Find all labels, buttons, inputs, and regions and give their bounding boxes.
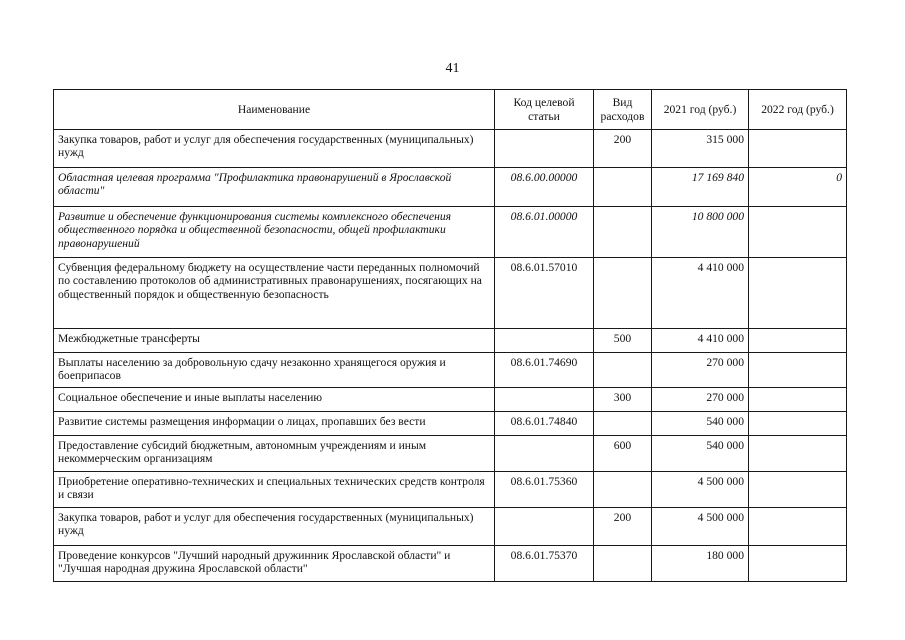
cell-amount-2021: 17 169 840 bbox=[652, 168, 749, 207]
cell-amount-2022 bbox=[749, 130, 847, 168]
cell-name: Субвенция федеральному бюджету на осуществление части переданных полномочий по составлению протоколов об административных правонарушениях, посягающих на общественный порядок и общественную безопасность bbox=[54, 258, 495, 329]
cell-amount-2021: 270 000 bbox=[652, 353, 749, 388]
cell-expense-type: 600 bbox=[594, 436, 652, 472]
cell-amount-2021: 4 410 000 bbox=[652, 258, 749, 329]
cell-amount-2021: 315 000 bbox=[652, 130, 749, 168]
table-row bbox=[54, 472, 847, 508]
cell-amount-2021: 540 000 bbox=[652, 436, 749, 472]
table-header-row bbox=[54, 90, 847, 130]
cell-expense-type: 300 bbox=[594, 388, 652, 412]
cell-expense-type bbox=[594, 472, 652, 508]
cell-code bbox=[495, 388, 594, 412]
cell-amount-2022: 0 bbox=[749, 168, 847, 207]
table-row bbox=[54, 412, 847, 436]
table-body bbox=[54, 130, 847, 582]
cell-amount-2021: 10 800 000 bbox=[652, 207, 749, 258]
cell-code bbox=[495, 436, 594, 472]
table-row bbox=[54, 508, 847, 546]
cell-amount-2022 bbox=[749, 436, 847, 472]
header-2022: 2022 год (руб.) bbox=[749, 90, 847, 130]
table-row bbox=[54, 168, 847, 207]
cell-expense-type bbox=[594, 258, 652, 329]
cell-code: 08.6.01.75360 bbox=[495, 472, 594, 508]
table-row bbox=[54, 329, 847, 353]
cell-code bbox=[495, 329, 594, 353]
cell-amount-2022 bbox=[749, 207, 847, 258]
header-2021: 2021 год (руб.) bbox=[652, 90, 749, 130]
cell-code: 08.6.01.00000 bbox=[495, 207, 594, 258]
cell-code: 08.6.01.57010 bbox=[495, 258, 594, 329]
table-row bbox=[54, 130, 847, 168]
cell-code bbox=[495, 508, 594, 546]
cell-name: Закупка товаров, работ и услуг для обеспечения государственных (муниципальных) нужд bbox=[54, 130, 495, 168]
cell-expense-type: 500 bbox=[594, 329, 652, 353]
cell-name: Межбюджетные трансферты bbox=[54, 329, 495, 353]
cell-name: Приобретение оперативно-технических и специальных технических средств контроля и связи bbox=[54, 472, 495, 508]
cell-amount-2021: 270 000 bbox=[652, 388, 749, 412]
cell-amount-2021: 4 500 000 bbox=[652, 472, 749, 508]
cell-name: Развитие системы размещения информации о лицах, пропавших без вести bbox=[54, 412, 495, 436]
cell-name: Социальное обеспечение и иные выплаты населению bbox=[54, 388, 495, 412]
cell-amount-2021: 4 500 000 bbox=[652, 508, 749, 546]
cell-expense-type bbox=[594, 353, 652, 388]
cell-code: 08.6.01.75370 bbox=[495, 546, 594, 582]
table-row bbox=[54, 353, 847, 388]
cell-name: Предоставление субсидий бюджетным, автономным учреждениям и иным некоммерческим организациям bbox=[54, 436, 495, 472]
budget-table bbox=[53, 89, 847, 582]
cell-name: Развитие и обеспечение функционирования системы комплексного обеспечения общественного порядка и общественной безопасности, общей профилактики правонарушений bbox=[54, 207, 495, 258]
cell-expense-type bbox=[594, 412, 652, 436]
cell-expense-type bbox=[594, 168, 652, 207]
table-row bbox=[54, 436, 847, 472]
cell-amount-2022 bbox=[749, 329, 847, 353]
cell-expense-type: 200 bbox=[594, 508, 652, 546]
cell-name: Проведение конкурсов "Лучший народный дружинник Ярославской области" и "Лучшая народная дружина Ярославской области" bbox=[54, 546, 495, 582]
cell-expense-type: 200 bbox=[594, 130, 652, 168]
cell-amount-2022 bbox=[749, 472, 847, 508]
cell-amount-2022 bbox=[749, 508, 847, 546]
page-number: 41 bbox=[445, 61, 460, 76]
cell-amount-2022 bbox=[749, 353, 847, 388]
header-name: Наименование bbox=[54, 90, 495, 130]
cell-expense-type bbox=[594, 546, 652, 582]
cell-amount-2022 bbox=[749, 388, 847, 412]
table-row bbox=[54, 207, 847, 258]
cell-expense-type bbox=[594, 207, 652, 258]
cell-amount-2021: 4 410 000 bbox=[652, 329, 749, 353]
cell-code: 08.6.00.00000 bbox=[495, 168, 594, 207]
header-type: Вид расходов bbox=[594, 90, 652, 130]
cell-amount-2022 bbox=[749, 546, 847, 582]
cell-amount-2022 bbox=[749, 258, 847, 329]
cell-amount-2022 bbox=[749, 412, 847, 436]
cell-name: Закупка товаров, работ и услуг для обеспечения государственных (муниципальных) нужд bbox=[54, 508, 495, 546]
table-row bbox=[54, 258, 847, 329]
header-code: Код целевой статьи bbox=[495, 90, 594, 130]
cell-amount-2021: 540 000 bbox=[652, 412, 749, 436]
cell-code bbox=[495, 130, 594, 168]
cell-name: Выплаты населению за добровольную сдачу незаконно хранящегося оружия и боеприпасов bbox=[54, 353, 495, 388]
table-row bbox=[54, 546, 847, 582]
table-row bbox=[54, 388, 847, 412]
cell-amount-2021: 180 000 bbox=[652, 546, 749, 582]
cell-code: 08.6.01.74690 bbox=[495, 353, 594, 388]
cell-name: Областная целевая программа "Профилактика правонарушений в Ярославской области" bbox=[54, 168, 495, 207]
cell-code: 08.6.01.74840 bbox=[495, 412, 594, 436]
